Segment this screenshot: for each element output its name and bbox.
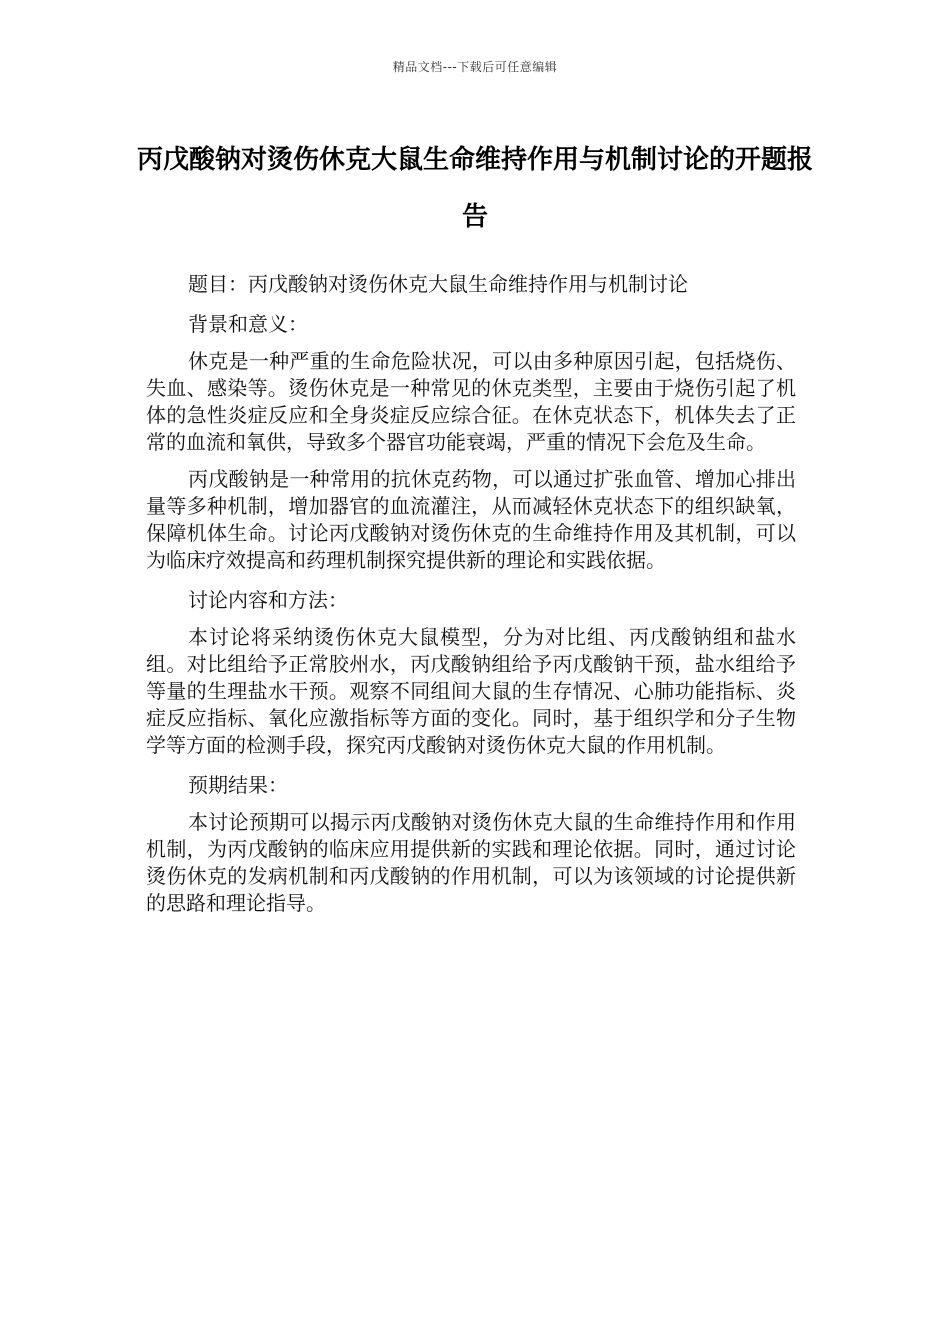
methods-paragraph: 本讨论将采纳烫伤休克大鼠模型，分为对比组、丙戊酸钠组和盐水组。对比组给予正常胶州水，丙戊酸钠组给予丙戊酸钠干预，盐水组给予等量的生理盐水干预。观察不同组间大鼠的生存情况、心肺功能指标、炎症反应指标、氧化应激指标等方面的变化。同时，基于组织学和分子生物学等方面的检测手段，探究丙戊酸钠对烫伤休克大鼠的作用机制。: [146, 625, 796, 757]
background-paragraph-1: 休克是一种严重的生命危险状况，可以由多种原因引起，包括烧伤、失血、感染等。烫伤休克是一种常见的休克类型，主要由于烧伤引起了机体的急性炎症反应和全身炎症反应综合征。在休克状态下，机体失去了正常的血流和氧供，导致多个器官功能衰竭，严重的情况下会危及生命。: [146, 349, 796, 454]
methods-heading: 讨论内容和方法：: [188, 588, 348, 612]
background-heading: 背景和意义：: [188, 312, 308, 336]
header-note: 精品文档---下载后可任意编辑: [392, 60, 558, 74]
results-paragraph: 本讨论预期可以揭示丙戊酸钠对烫伤休克大鼠的生命维持作用和作用机制，为丙戊酸钠的临床应用提供新的实践和理论依据。同时，通过讨论烫伤休克的发病机制和丙戊酸钠的作用机制，可以为该领域的讨论提供新的思路和理论指导。: [146, 810, 796, 915]
background-paragraph-2: 丙戊酸钠是一种常用的抗休克药物，可以通过扩张血管、增加心排出量等多种机制，增加器官的血流灌注，从而减轻休克状态下的组织缺氧，保障机体生命。讨论丙戊酸钠对烫伤休克的生命维持作用及其机制，可以为临床疗效提高和药理机制探究提供新的理论和实践依据。: [146, 467, 796, 572]
document-title: 丙戊酸钠对烫伤休克大鼠生命维持作用与机制讨论的开题报告: [136, 145, 813, 232]
document-body: [146, 268, 796, 927]
topic-line: 题目：丙戊酸钠对烫伤休克大鼠生命维持作用与机制讨论: [188, 272, 688, 296]
results-heading: 预期结果：: [188, 773, 288, 797]
